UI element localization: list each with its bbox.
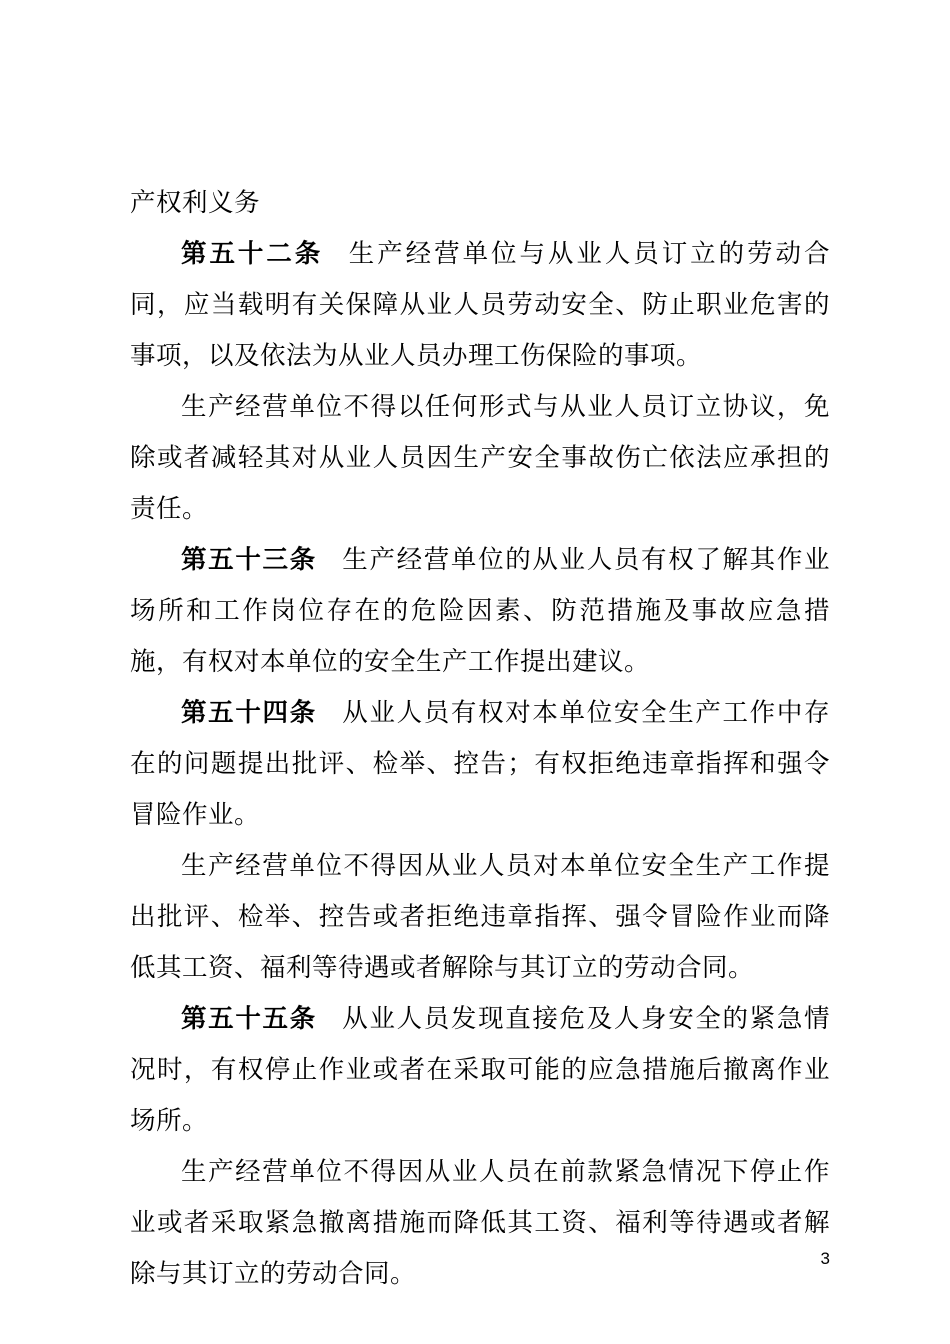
article-54-paragraph-2 xyxy=(130,841,830,994)
article-text: 生产经营单位不得因从业人员在前款紧急情况下停止作业或者采取紧急撤离措施而降低其工资、福利等待遇或者解除与其订立的劳动合同。 xyxy=(130,1157,830,1289)
article-53-paragraph-1 xyxy=(130,535,830,688)
article-number: 第五十五条 xyxy=(181,1004,317,1034)
article-text: 生产经营单位的从业人员有权了解其作业场所和工作岗位存在的危险因素、防范措施及事故应急措施，有权对本单位的安全生产工作提出建议。 xyxy=(130,545,830,677)
article-55-paragraph-1 xyxy=(130,994,830,1147)
article-text: 从业人员有权对本单位安全生产工作中存在的问题提出批评、检举、控告；有权拒绝违章指挥和强令冒险作业。 xyxy=(130,698,830,830)
article-number: 第五十四条 xyxy=(181,698,317,728)
article-52-paragraph-2 xyxy=(130,382,830,535)
article-text: 生产经营单位不得因从业人员对本单位安全生产工作提出批评、检举、控告或者拒绝违章指挥、强令冒险作业而降低其工资、福利等待遇或者解除与其订立的劳动合同。 xyxy=(130,851,830,983)
article-text: 生产经营单位与从业人员订立的劳动合同，应当载明有关保障从业人员劳动安全、防止职业危害的事项，以及依法为从业人员办理工伤保险的事项。 xyxy=(130,239,830,371)
document-body xyxy=(130,178,830,1300)
article-number: 第五十二条 xyxy=(181,239,324,269)
continued-paragraph xyxy=(130,178,830,229)
article-52-paragraph-1 xyxy=(130,229,830,382)
article-54-paragraph-1 xyxy=(130,688,830,841)
article-text: 生产经营单位不得以任何形式与从业人员订立协议，免除或者减轻其对从业人员因生产安全事故伤亡依法应承担的责任。 xyxy=(130,392,830,524)
continued-text: 产权利义务 xyxy=(130,188,261,218)
page-number: 3 xyxy=(820,1249,830,1268)
article-text: 从业人员发现直接危及人身安全的紧急情况时，有权停止作业或者在采取可能的应急措施后撤离作业场所。 xyxy=(130,1004,830,1136)
article-number: 第五十三条 xyxy=(181,545,317,575)
article-55-paragraph-2 xyxy=(130,1147,830,1300)
